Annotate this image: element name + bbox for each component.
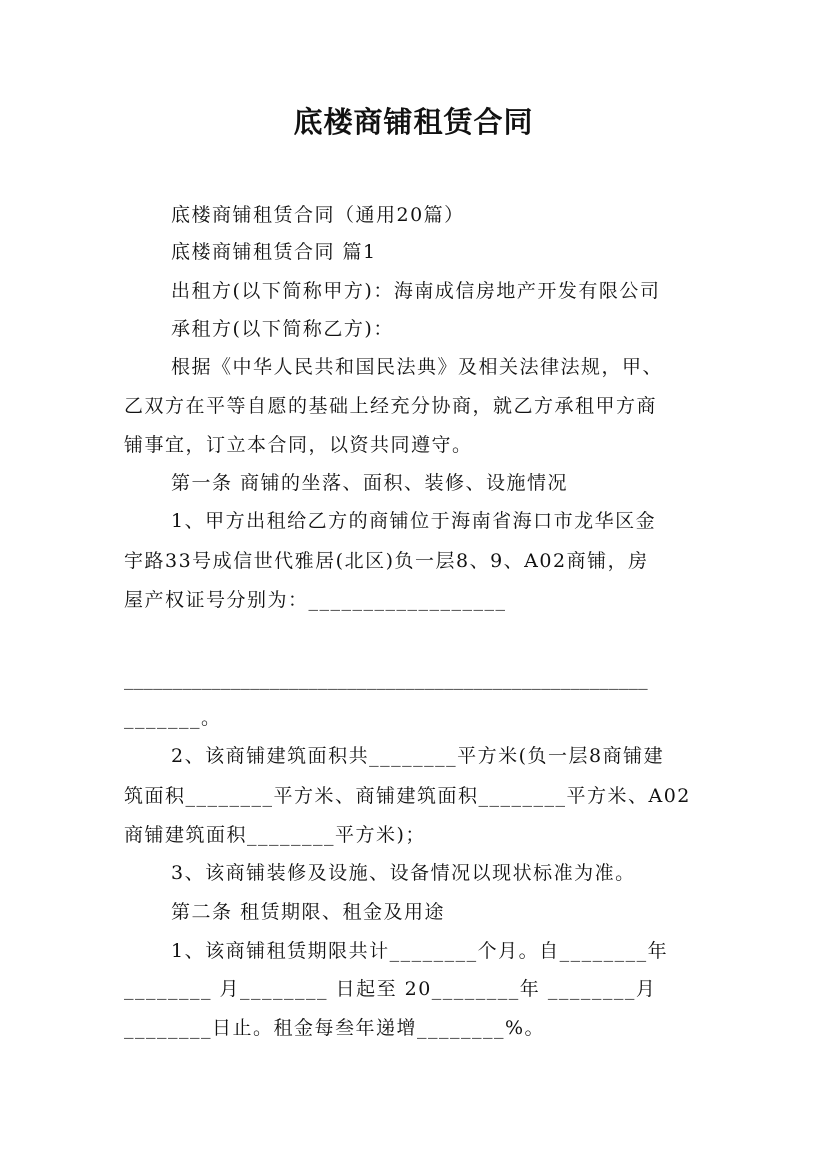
paragraph-line: 铺事宜，订立本合同，以资共同遵守。 — [124, 434, 473, 456]
paragraph-line: 1、甲方出租给乙方的商铺位于海南省海口市龙华区金 — [171, 510, 657, 532]
paragraph-line: ________日止。租金每叁年递增________%。 — [124, 1017, 546, 1039]
paragraph-line: 根据《中华人民共和国民法典》及相关法律法规，甲、 — [171, 356, 664, 378]
paragraph-line: 屋产权证号分别为：__________________ — [124, 589, 507, 611]
paragraph-line: 2、该商铺建筑面积共________平方米(负一层8商铺建 — [171, 745, 665, 767]
blank-line: _______。 — [124, 707, 222, 729]
blank-line: ______________________________________________________ — [124, 668, 648, 690]
paragraph-line: 商铺建筑面积________平方米)； — [124, 824, 426, 846]
paragraph-line: 乙双方在平等自愿的基础上经充分协商，就乙方承租甲方商 — [124, 395, 658, 417]
article-heading: 第一条 商铺的坐落、面积、装修、设施情况 — [171, 472, 569, 494]
article-heading: 第二条 租赁期限、租金及用途 — [171, 901, 446, 923]
paragraph-line: ________ 月________ 日起至 20________年 ________月 — [124, 978, 657, 1000]
document-title: 底楼商铺租赁合同 — [293, 105, 534, 139]
section-heading: 底楼商铺租赁合同 篇1 — [171, 241, 377, 263]
subtitle-line: 底楼商铺租赁合同（通用20篇） — [171, 204, 465, 226]
paragraph-line: 筑面积________平方米、商铺建筑面积________平方米、A02 — [124, 785, 691, 807]
paragraph-line: 3、该商铺装修及设施、设备情况以现状标准为准。 — [171, 862, 636, 884]
paragraph-line: 宇路33号成信世代雅居(北区)负一层8、9、A02商铺，房 — [124, 550, 649, 572]
lessee-line: 承租方(以下简称乙方)： — [171, 318, 394, 340]
lessor-line: 出租方(以下简称甲方)：海南成信房地产开发有限公司 — [171, 280, 661, 302]
paragraph-line: 1、该商铺租赁期限共计________个月。自________年 — [171, 940, 669, 962]
